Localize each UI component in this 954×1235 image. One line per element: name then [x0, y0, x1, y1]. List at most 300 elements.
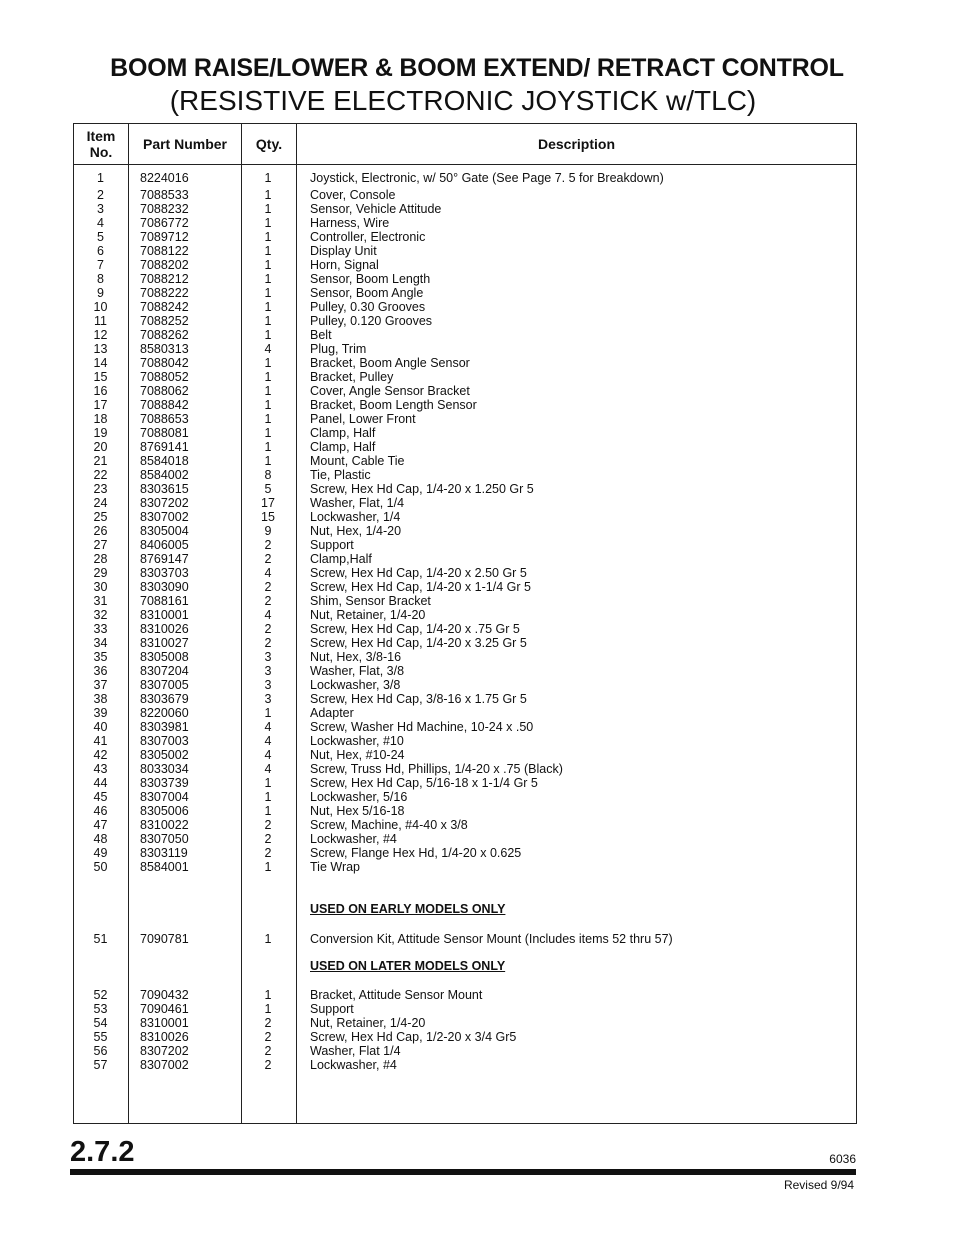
description: Support [310, 538, 354, 552]
item-number: 27 [93, 538, 108, 552]
item-number: 46 [93, 804, 108, 818]
table-row [74, 538, 856, 552]
table-row [74, 426, 856, 440]
part-number: 8303119 [140, 846, 188, 860]
description: Screw, Hex Hd Cap, 1/4-20 x 1.250 Gr 5 [310, 482, 534, 496]
quantity: 4 [264, 608, 272, 622]
part-number: 7088653 [140, 412, 189, 426]
part-number: 7090461 [140, 1002, 189, 1016]
description: Controller, Electronic [310, 230, 426, 244]
table-row [74, 664, 856, 678]
table-row [74, 988, 856, 1002]
table-row [74, 398, 856, 412]
description: Lockwasher, #4 [310, 1058, 397, 1072]
table-row [74, 748, 856, 762]
table-row [74, 594, 856, 608]
part-number: 8303703 [140, 566, 189, 580]
item-number: 17 [93, 398, 108, 412]
quantity: 1 [264, 398, 272, 412]
item-number: 20 [93, 440, 108, 454]
item-number: 54 [93, 1016, 108, 1030]
quantity: 5 [264, 482, 272, 496]
page-subtitle: (RESISTIVE ELECTRONIC JOYSTICK w/TLC) [169, 85, 757, 116]
item-number: 53 [93, 1002, 108, 1016]
description: Belt [310, 328, 332, 342]
header-description: Description [537, 136, 615, 152]
description: Bracket, Boom Length Sensor [310, 398, 477, 412]
description: Nut, Retainer, 1/4-20 [310, 1016, 426, 1030]
quantity: 1 [264, 244, 272, 258]
item-number: 5 [97, 230, 104, 244]
quantity: 8 [264, 468, 272, 482]
item-number: 6 [97, 244, 104, 258]
item-number: 25 [93, 510, 108, 524]
item-number: 32 [93, 608, 108, 622]
description: Panel, Lower Front [310, 412, 416, 426]
header-part-number: Part Number [142, 136, 228, 152]
item-number: 42 [93, 748, 108, 762]
item-number: 4 [97, 216, 104, 230]
quantity: 2 [264, 1044, 272, 1058]
description: Horn, Signal [310, 258, 379, 272]
description: Nut, Hex, 1/4-20 [310, 524, 402, 538]
part-number: 7090432 [140, 988, 189, 1002]
description: Screw, Hex Hd Cap, 1/4-20 x 3.25 Gr 5 [310, 636, 527, 650]
quantity: 1 [264, 932, 272, 946]
table-row [74, 230, 856, 244]
quantity: 1 [264, 258, 272, 272]
quantity: 2 [264, 818, 272, 832]
table-row [74, 804, 856, 818]
part-number: 7086772 [140, 216, 189, 230]
part-number: 8303981 [140, 720, 189, 734]
table-row [74, 566, 856, 580]
description: Washer, Flat, 1/4 [310, 496, 405, 510]
description: Pulley, 0.30 Grooves [310, 300, 426, 314]
table-row [74, 622, 856, 636]
part-number: 8033034 [140, 762, 189, 776]
table-row [74, 328, 856, 342]
quantity: 1 [264, 804, 272, 818]
part-number: 8584002 [140, 468, 189, 482]
table-row [74, 552, 856, 566]
item-number: 13 [93, 342, 108, 356]
part-number: 7089712 [140, 230, 189, 244]
quantity: 1 [264, 328, 272, 342]
quantity: 4 [264, 748, 272, 762]
description: Nut, Hex, 3/8-16 [310, 650, 402, 664]
part-number: 8305006 [140, 804, 189, 818]
item-number: 8 [97, 272, 104, 286]
part-number: 8769141 [140, 440, 189, 454]
item-number: 12 [93, 328, 108, 342]
quantity: 9 [264, 524, 272, 538]
table-row [74, 1044, 856, 1058]
table-row [74, 580, 856, 594]
item-number: 18 [93, 412, 108, 426]
part-number: 8303739 [140, 776, 189, 790]
table-row [74, 524, 856, 538]
table-row [74, 244, 856, 258]
quantity: 1 [264, 384, 272, 398]
description: Screw, Machine, #4-40 x 3/8 [310, 818, 468, 832]
table-row [74, 608, 856, 622]
quantity: 2 [264, 622, 272, 636]
quantity: 1 [264, 426, 272, 440]
item-number: 22 [93, 468, 108, 482]
part-number: 7088042 [140, 356, 189, 370]
part-number: 8303615 [140, 482, 189, 496]
item-number: 10 [93, 300, 108, 314]
section-heading: USED ON LATER MODELS ONLY [310, 959, 506, 973]
item-number: 30 [93, 580, 108, 594]
table-row [74, 1016, 856, 1030]
section-heading-row [74, 959, 856, 973]
header-item-line1: Item [86, 128, 116, 144]
table-row [74, 300, 856, 314]
table-row [74, 272, 856, 286]
item-number: 28 [93, 552, 108, 566]
item-number: 7 [97, 258, 104, 272]
quantity: 1 [264, 988, 272, 1002]
quantity: 1 [264, 272, 272, 286]
table-row [74, 932, 856, 946]
quantity: 2 [264, 636, 272, 650]
part-number: 7088222 [140, 286, 189, 300]
description: Bracket, Pulley [310, 370, 394, 384]
quantity: 17 [261, 496, 275, 510]
description: Tie Wrap [310, 860, 361, 874]
item-number: 26 [93, 524, 108, 538]
description: Cover, Angle Sensor Bracket [310, 384, 470, 398]
table-row [74, 384, 856, 398]
part-number: 7088232 [140, 202, 189, 216]
item-number: 36 [93, 664, 108, 678]
item-number: 2 [97, 188, 104, 202]
description: Sensor, Boom Length [310, 272, 431, 286]
table-row [74, 468, 856, 482]
table-row [74, 370, 856, 384]
table-row [74, 496, 856, 510]
part-number: 8303090 [140, 580, 189, 594]
part-number: 8307050 [140, 832, 189, 846]
description: Screw, Hex Hd Cap, 1/4-20 x 2.50 Gr 5 [310, 566, 527, 580]
table-row [74, 734, 856, 748]
document-code: 6036 [829, 1152, 856, 1166]
item-number: 41 [93, 734, 108, 748]
description: Bracket, Attitude Sensor Mount [310, 988, 483, 1002]
description: Display Unit [310, 244, 377, 258]
table-row [74, 706, 856, 720]
table-row [74, 762, 856, 776]
table-row [74, 636, 856, 650]
quantity: 1 [264, 230, 272, 244]
part-number: 7090781 [140, 932, 189, 946]
table-row [74, 188, 856, 202]
part-number: 8307204 [140, 664, 189, 678]
quantity: 1 [264, 202, 272, 216]
quantity: 4 [264, 566, 272, 580]
item-number: 39 [93, 706, 108, 720]
quantity: 1 [264, 188, 272, 202]
description: Lockwasher, 3/8 [310, 678, 401, 692]
description: Sensor, Boom Angle [310, 286, 424, 300]
quantity: 3 [264, 650, 272, 664]
quantity: 4 [264, 720, 272, 734]
description: Clamp,Half [310, 552, 372, 566]
part-number: 7088122 [140, 244, 189, 258]
item-number: 21 [93, 454, 108, 468]
part-number: 7088081 [140, 426, 189, 440]
description: Support [310, 1002, 354, 1016]
part-number: 8303679 [140, 692, 189, 706]
quantity: 2 [264, 1030, 272, 1044]
table-row [74, 818, 856, 832]
part-number: 8307004 [140, 790, 189, 804]
table-row [74, 860, 856, 874]
quantity: 3 [264, 692, 272, 706]
quantity: 3 [264, 664, 272, 678]
part-number: 8307002 [140, 1058, 189, 1072]
quantity: 2 [264, 846, 272, 860]
quantity: 1 [264, 286, 272, 300]
quantity: 1 [264, 216, 272, 230]
part-number: 8310027 [140, 636, 189, 650]
item-number: 16 [93, 384, 108, 398]
table-row [74, 412, 856, 426]
quantity: 2 [264, 1058, 272, 1072]
table-row [74, 314, 856, 328]
item-number: 3 [97, 202, 104, 216]
footer-rule [70, 1169, 856, 1175]
item-number: 47 [93, 818, 108, 832]
part-number: 8580313 [140, 342, 189, 356]
description: Sensor, Vehicle Attitude [310, 202, 442, 216]
table-row [74, 342, 856, 356]
item-number: 23 [93, 482, 108, 496]
part-number: 7088533 [140, 188, 189, 202]
part-number: 7088242 [140, 300, 189, 314]
part-number: 7088252 [140, 314, 189, 328]
table-row [74, 1058, 856, 1072]
header-divider [74, 164, 856, 165]
item-number: 55 [93, 1030, 108, 1044]
quantity: 1 [264, 790, 272, 804]
part-number: 8310026 [140, 622, 189, 636]
description: Nut, Retainer, 1/4-20 [310, 608, 426, 622]
part-number: 7088052 [140, 370, 189, 384]
quantity: 1 [264, 440, 272, 454]
item-number: 48 [93, 832, 108, 846]
header-qty: Qty. [255, 136, 283, 152]
item-number: 49 [93, 846, 108, 860]
description: Washer, Flat 1/4 [310, 1044, 401, 1058]
item-number: 29 [93, 566, 108, 580]
description: Screw, Truss Hd, Phillips, 1/4-20 x .75 (Black) [310, 762, 563, 776]
item-number: 40 [93, 720, 108, 734]
table-row [74, 1002, 856, 1016]
description: Mount, Cable Tie [310, 454, 405, 468]
part-number: 8584001 [140, 860, 189, 874]
description: Shim, Sensor Bracket [310, 594, 431, 608]
part-number: 7088262 [140, 328, 189, 342]
description: Bracket, Boom Angle Sensor [310, 356, 470, 370]
part-number: 8224016 [140, 171, 189, 185]
part-number: 8307005 [140, 678, 189, 692]
part-number: 8310001 [140, 608, 189, 622]
item-number: 15 [93, 370, 108, 384]
part-number: 8305008 [140, 650, 189, 664]
part-number: 8769147 [140, 552, 189, 566]
quantity: 1 [264, 370, 272, 384]
item-number: 44 [93, 776, 108, 790]
part-number: 8220060 [140, 706, 189, 720]
description: Lockwasher, #4 [310, 832, 397, 846]
header-item-line2: No. [89, 144, 113, 160]
table-row [74, 216, 856, 230]
description: Screw, Washer Hd Machine, 10-24 x .50 [310, 720, 534, 734]
quantity: 1 [264, 706, 272, 720]
part-number: 8305002 [140, 748, 189, 762]
table-row [74, 776, 856, 790]
item-number: 11 [94, 314, 107, 328]
description: Lockwasher, 1/4 [310, 510, 401, 524]
quantity: 2 [264, 832, 272, 846]
item-number: 19 [93, 426, 108, 440]
description: Washer, Flat, 3/8 [310, 664, 405, 678]
item-number: 57 [93, 1058, 108, 1072]
table-row [74, 440, 856, 454]
quantity: 1 [264, 454, 272, 468]
quantity: 3 [264, 678, 272, 692]
quantity: 4 [264, 342, 272, 356]
item-number: 35 [93, 650, 108, 664]
description: Screw, Hex Hd Cap, 1/2-20 x 3/4 Gr5 [310, 1030, 517, 1044]
quantity: 2 [264, 538, 272, 552]
table-row [74, 202, 856, 216]
item-number: 43 [93, 762, 108, 776]
description: Lockwasher, #10 [310, 734, 404, 748]
part-number: 7088161 [140, 594, 189, 608]
parts-table [73, 123, 857, 1124]
item-number: 1 [97, 171, 104, 185]
quantity: 1 [264, 300, 272, 314]
item-number: 45 [93, 790, 108, 804]
part-number: 8305004 [140, 524, 189, 538]
table-row [74, 171, 856, 185]
table-row [74, 650, 856, 664]
part-number: 8584018 [140, 454, 189, 468]
table-row [74, 692, 856, 706]
table-row [74, 846, 856, 860]
description: Joystick, Electronic, w/ 50° Gate (See Page 7. 5 for Breakdown) [310, 171, 664, 185]
item-number: 9 [97, 286, 104, 300]
quantity: 2 [264, 594, 272, 608]
description: Harness, Wire [310, 216, 390, 230]
description: Clamp, Half [310, 426, 376, 440]
description: Tie, Plastic [310, 468, 371, 482]
table-row [74, 482, 856, 496]
quantity: 1 [264, 356, 272, 370]
description: Screw, Hex Hd Cap, 1/4-20 x 1-1/4 Gr 5 [310, 580, 531, 594]
quantity: 15 [261, 510, 275, 524]
item-number: 52 [93, 988, 108, 1002]
page-title: BOOM RAISE/LOWER & BOOM EXTEND/ RETRACT CONTROL [110, 54, 844, 82]
description: Conversion Kit, Attitude Sensor Mount (Includes items 52 thru 57) [310, 932, 673, 946]
item-number: 56 [93, 1044, 108, 1058]
part-number: 8307202 [140, 496, 189, 510]
table-row [74, 720, 856, 734]
description: Screw, Hex Hd Cap, 5/16-18 x 1-1/4 Gr 5 [310, 776, 538, 790]
item-number: 14 [93, 356, 108, 370]
quantity: 1 [264, 860, 272, 874]
part-number: 8307003 [140, 734, 189, 748]
part-number: 8406005 [140, 538, 189, 552]
section-heading-row [74, 902, 856, 916]
quantity: 2 [264, 1016, 272, 1030]
page-number: 2.7.2 [70, 1136, 135, 1168]
item-number: 34 [93, 636, 108, 650]
revision-date: Revised 9/94 [783, 1178, 854, 1192]
table-row [74, 678, 856, 692]
description: Screw, Flange Hex Hd, 1/4-20 x 0.625 [310, 846, 522, 860]
part-number: 8310001 [140, 1016, 189, 1030]
quantity: 1 [264, 171, 272, 185]
quantity: 2 [264, 552, 272, 566]
description: Cover, Console [310, 188, 396, 202]
table-row [74, 790, 856, 804]
description: Plug, Trim [310, 342, 367, 356]
item-number: 33 [93, 622, 108, 636]
quantity: 1 [264, 314, 272, 328]
table-row [74, 356, 856, 370]
description: Lockwasher, 5/16 [310, 790, 408, 804]
quantity: 2 [264, 580, 272, 594]
part-number: 8307002 [140, 510, 189, 524]
quantity: 4 [264, 762, 272, 776]
part-number: 7088212 [140, 272, 189, 286]
quantity: 1 [264, 776, 272, 790]
quantity: 1 [264, 412, 272, 426]
description: Nut, Hex, #10-24 [310, 748, 405, 762]
part-number: 8307202 [140, 1044, 189, 1058]
description: Screw, Hex Hd Cap, 1/4-20 x .75 Gr 5 [310, 622, 520, 636]
quantity: 1 [264, 1002, 272, 1016]
quantity: 4 [264, 734, 272, 748]
item-number: 37 [93, 678, 108, 692]
item-number: 38 [93, 692, 108, 706]
table-row [74, 832, 856, 846]
section-heading: USED ON EARLY MODELS ONLY [310, 902, 506, 916]
item-number: 51 [93, 932, 108, 946]
description: Adapter [310, 706, 354, 720]
table-row [74, 510, 856, 524]
description: Nut, Hex 5/16-18 [310, 804, 405, 818]
table-row [74, 454, 856, 468]
part-number: 7088842 [140, 398, 189, 412]
part-number: 7088062 [140, 384, 189, 398]
description: Screw, Hex Hd Cap, 3/8-16 x 1.75 Gr 5 [310, 692, 527, 706]
table-row [74, 1030, 856, 1044]
part-number: 7088202 [140, 258, 189, 272]
header-item-no [74, 124, 128, 164]
part-number: 8310026 [140, 1030, 189, 1044]
item-number: 31 [93, 594, 108, 608]
item-number: 50 [93, 860, 108, 874]
table-row [74, 258, 856, 272]
table-row [74, 286, 856, 300]
description: Pulley, 0.120 Grooves [310, 314, 433, 328]
